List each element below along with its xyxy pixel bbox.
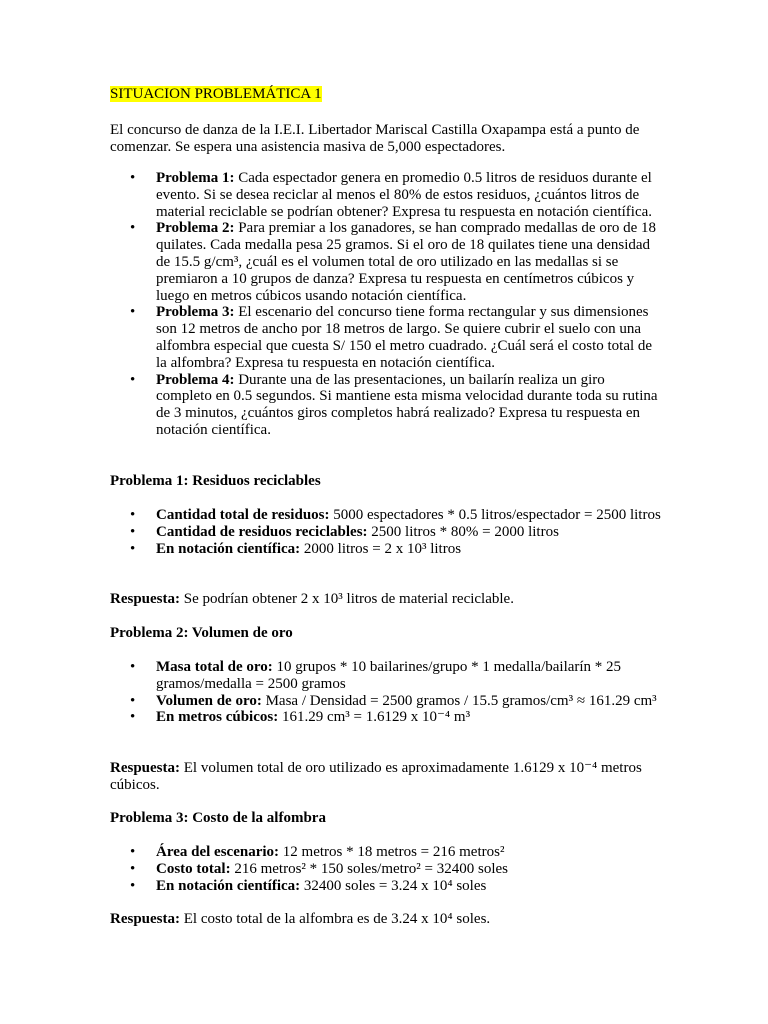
step-label: Cantidad total de residuos: — [156, 507, 330, 523]
solution-heading: Problema 3: Costo de la alfombra — [110, 810, 326, 826]
problem-item — [110, 304, 664, 371]
intro-paragraph: El concurso de danza de la I.E.I. Libertador Mariscal Castilla Oxapampa está a punto de comenzar. Se espera una asistencia masiva de 5,000 espectadores. — [110, 122, 640, 155]
step-label: Masa total de oro: — [156, 659, 273, 675]
answer-paragraph — [110, 911, 664, 928]
step-text: 161.29 cm³ = 1.6129 x 10⁻⁴ m³ — [278, 709, 471, 726]
solution-step — [110, 507, 664, 524]
solution-heading: Problema 1: Residuos reciclables — [110, 473, 321, 489]
solution-step — [110, 844, 664, 861]
problem-text: Para premiar a los ganadores, se han comprado medallas de oro de 18 quilates. Cada medalla pesa 25 gramos. Si el oro de 18 quilates tiene una densidad de 15.5 g/cm³, ¿cuál es el volumen total de oro utilizado en las medallas si se premiaron a 10 grupos de danza? Expresa tu respuesta en centímetros cúbicos y luego en metros cúbicos usando notación científica. — [156, 220, 656, 304]
solution-step — [110, 861, 664, 878]
step-text: 2000 litros = 2 x 10³ litros — [300, 540, 462, 557]
document-title — [110, 86, 664, 103]
answer-paragraph — [110, 760, 664, 794]
step-text: 2500 litros * 80% = 2000 litros — [367, 523, 559, 540]
answer-text: El volumen total de oro utilizado es aproximadamente 1.6129 x 10⁻⁴ metros cúbicos. — [110, 760, 642, 793]
problem-list — [110, 170, 664, 439]
highlighted-title: SITUACION PROBLEMÁTICA 1 — [110, 86, 322, 102]
answer-label: Respuesta: — [110, 591, 180, 607]
answer-label: Respuesta: — [110, 760, 180, 776]
problem-label: Problema 4: — [156, 371, 235, 388]
step-text: 5000 espectadores * 0.5 litros/espectador = 2500 litros — [329, 507, 661, 523]
step-text: Masa / Densidad = 2500 gramos / 15.5 gramos/cm³ ≈ 161.29 cm³ — [261, 692, 657, 709]
solution-steps — [110, 659, 664, 726]
solution-step — [110, 693, 664, 710]
problem-text: Durante una de las presentaciones, un bailarín realiza un giro completo en 0.5 segundos. Si mantiene esta misma velocidad durante toda su rutina de 3 minutos, ¿cuántos giros completos habrá realizado? Expresa tu respuesta en notación científica. — [156, 371, 658, 438]
problem-text: Cada espectador genera en promedio 0.5 litros de residuos durante el evento. Si se desea reciclar al menos el 80% de estos residuos, ¿cuántos litros de material reciclable se podrían obtener? Expresa tu respuesta en notación científica. — [156, 170, 653, 220]
solution-step — [110, 709, 664, 726]
answer-text: El costo total de la alfombra es de 3.24 x 10⁴ soles. — [180, 911, 491, 927]
step-text: 12 metros * 18 metros = 216 metros² — [279, 844, 505, 860]
step-label: Cantidad de residuos reciclables: — [156, 523, 368, 540]
step-label: Costo total: — [156, 860, 231, 877]
problem-label: Problema 1: — [156, 170, 235, 186]
problem-label: Problema 2: — [156, 220, 235, 237]
solution-steps — [110, 844, 664, 894]
problem-item — [110, 372, 664, 439]
solution-step — [110, 524, 664, 541]
problem-item — [110, 170, 664, 220]
step-label: En metros cúbicos: — [156, 709, 279, 726]
problem-label: Problema 3: — [156, 304, 235, 321]
step-label: En notación científica: — [156, 877, 301, 894]
answer-text: Se podrían obtener 2 x 10³ litros de material reciclable. — [180, 591, 514, 607]
solution-step — [110, 878, 664, 895]
step-text: 10 grupos * 10 bailarines/grupo * 1 medalla/bailarín * 25 gramos/medalla = 2500 gramos — [156, 659, 622, 692]
step-label: Área del escenario: — [156, 844, 280, 860]
problem-text: El escenario del concurso tiene forma rectangular y sus dimensiones son 12 metros de ancho por 18 metros de largo. Se quiere cubrir el suelo con una alfombra especial que cuesta S/ 150 el metro cuadrado. ¿Cuál será el costo total de la alfombra? Expresa tu respuesta en notación científica. — [156, 304, 653, 371]
solution-step — [110, 541, 664, 558]
problem-item — [110, 220, 664, 304]
solution-step — [110, 659, 664, 693]
step-label: Volumen de oro: — [156, 692, 262, 709]
solution-steps — [110, 507, 664, 557]
step-text: 32400 soles = 3.24 x 10⁴ soles — [300, 877, 487, 894]
answer-paragraph — [110, 591, 664, 608]
step-label: En notación científica: — [156, 540, 301, 557]
step-text: 216 metros² * 150 soles/metro² = 32400 soles — [230, 860, 509, 877]
solution-heading: Problema 2: Volumen de oro — [110, 625, 293, 641]
answer-label: Respuesta: — [110, 911, 180, 927]
